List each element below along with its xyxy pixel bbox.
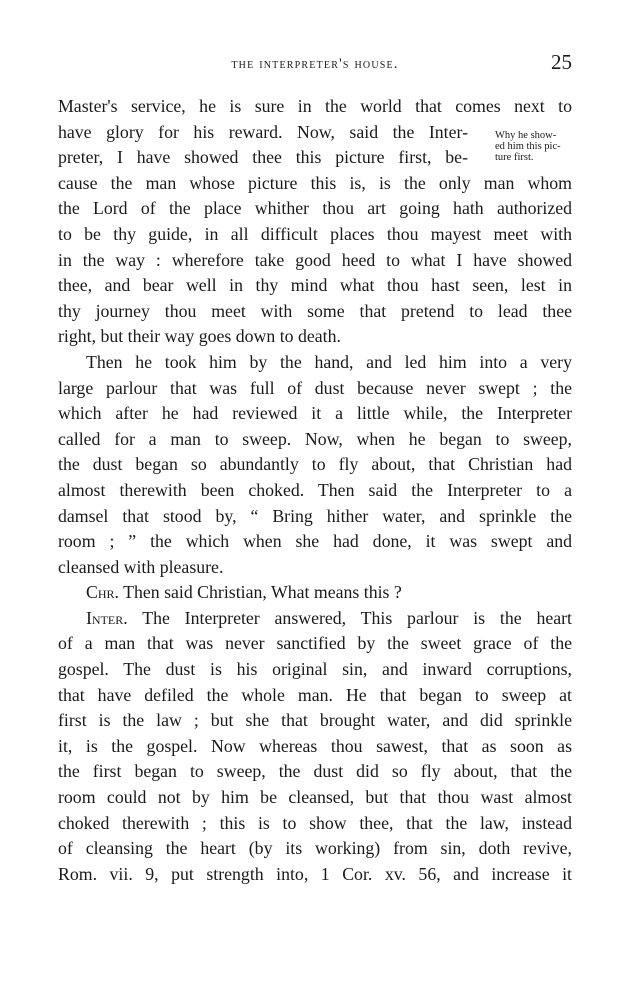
text-line: choked therewith ; this is to show thee, that the law, instead xyxy=(58,812,572,833)
page-header xyxy=(58,50,572,80)
running-head: the interpreter's house. xyxy=(231,56,399,72)
speaker-label: Inter. xyxy=(86,607,128,628)
text-line: room ; ” the which when she had done, it was swept and xyxy=(58,531,572,552)
text-line: thy journey thou meet with some that pretend to lead thee xyxy=(58,300,572,321)
margin-note-line: ture first. xyxy=(495,152,534,163)
dialogue-line xyxy=(58,606,572,632)
dialogue-text: The Interpreter answered, This parlour is the heart xyxy=(142,607,572,628)
text-line: room could not by him be cleansed, but that thou wast almost xyxy=(58,787,572,808)
text-line: large parlour that was full of dust because never swept ; the xyxy=(58,377,572,398)
text-line: to be thy guide, in all difficult places thou mayest meet with xyxy=(58,223,572,244)
text-line: thee, and bear well in thy mind what thou hast seen, lest in xyxy=(58,275,572,296)
text-line: cleansed with pleasure. xyxy=(58,556,224,577)
text-line: Then he took him by the hand, and led him into a very xyxy=(86,351,572,372)
text-line: the first began to sweep, the dust did so fly about, that the xyxy=(58,761,572,782)
text-line: the Lord of the place whither thou art going hath authorized xyxy=(58,198,572,219)
dialogue-line xyxy=(58,580,572,606)
text-line: of a man that was never sanctified by the sweet grace of the xyxy=(58,633,572,654)
text-line: preter, I have showed thee this picture first, be- xyxy=(58,147,468,168)
text-line: the dust began so abundantly to fly about, that Christian had xyxy=(58,454,572,475)
text-line: cause the man whose picture this is, is the only man whom xyxy=(58,172,572,193)
text-line: that have defiled the whole man. He that began to sweep at xyxy=(58,684,572,705)
speaker-label: Chr. xyxy=(86,582,119,603)
body-text xyxy=(58,94,572,887)
text-line: gospel. The dust is his original sin, and inward corruptions, xyxy=(58,659,572,680)
text-line: damsel that stood by, “ Bring hither water, and sprinkle the xyxy=(58,505,572,526)
text-line: of cleansing the heart (by its working) from sin, doth revive, xyxy=(58,838,572,859)
text-line: Rom. vii. 9, put strength into, 1 Cor. xv. 56, and increase it xyxy=(58,863,572,884)
text-line: called for a man to sweep. Now, when he began to sweep, xyxy=(58,428,572,449)
text-line: right, but their way goes down to death. xyxy=(58,326,341,347)
text-line: in the way : wherefore take good heed to what I have showed xyxy=(58,249,572,270)
text-line: it, is the gospel. Now whereas thou sawest, that as soon as xyxy=(58,735,572,756)
margin-note-line: Why he show- xyxy=(495,130,557,141)
text-line: first is the law ; but she that brought water, and did sprinkle xyxy=(58,710,572,731)
text-line: have glory for his reward. Now, said the Inter- xyxy=(58,121,468,142)
page-number: 25 xyxy=(551,50,572,74)
text-line: Master's service, he is sure in the world that comes next to xyxy=(58,96,572,116)
margin-note-line: ed him this pic- xyxy=(495,141,561,152)
dialogue-text: Then said Christian, What means this ? xyxy=(123,582,402,603)
text-line: which after he had reviewed it a little while, the Interpreter xyxy=(58,403,572,424)
text-line: almost therewith been choked. Then said the Interpreter to a xyxy=(58,479,572,500)
